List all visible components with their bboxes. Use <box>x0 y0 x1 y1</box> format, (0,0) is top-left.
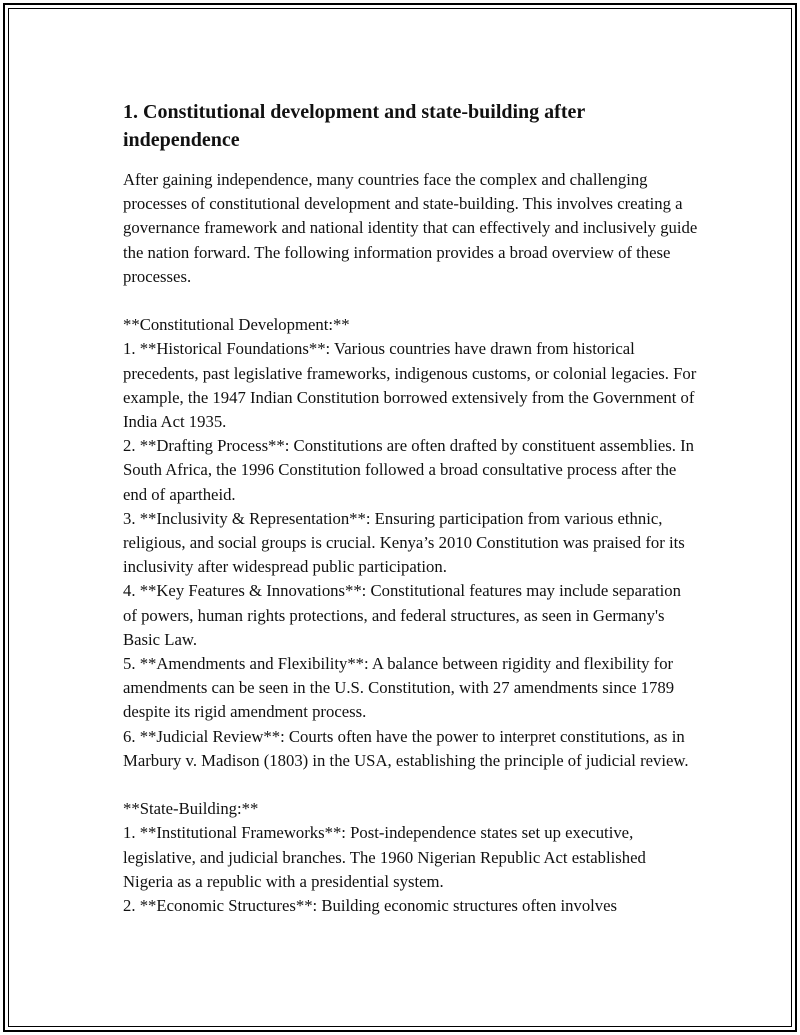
intro-paragraph: After gaining independence, many countries face the complex and challenging processes of constitutional development and state-building. This involves creating a governance framework and national identity that can effectively and inclusively guide the nation forward. The following information provides a broad overview of these processes. <box>123 170 698 286</box>
page-frame <box>3 3 797 1032</box>
list-item: 3. **Inclusivity & Representation**: Ensuring participation from various ethnic, religious, and social groups is crucial. Kenya’s 2010 Constitution was praised for its inclusivity after widespread public participation. <box>123 508 685 577</box>
list-item: 5. **Amendments and Flexibility**: A balance between rigidity and flexibility for amendments can be seen in the U.S. Constitution, with 27 amendments since 1789 despite its rigid amendment process. <box>123 654 675 722</box>
list-item: 2. **Drafting Process**: Constitutions are often drafted by constituent assemblies. In South Africa, the 1996 Constitution followed a broad consultative process after the end of apartheid. <box>123 436 694 504</box>
page-title: 1. Constitutional development and state-building after independence <box>123 101 585 151</box>
list-item: 1. **Institutional Frameworks**: Post-independence states set up executive, legislative, and judicial branches. The 1960 Nigerian Republic Act established Nigeria as a republic with a presidential system. <box>123 823 646 891</box>
list-item: 1. **Historical Foundations**: Various countries have drawn from historical precedents, past legislative frameworks, indigenous customs, or colonial legacies. For example, the 1947 Indian Constitution borrowed extensively from the Government of India Act 1935. <box>123 339 697 432</box>
constitutional-development-heading: **Constitutional Development:** <box>123 315 350 335</box>
state-building-heading: **State-Building:** <box>123 799 259 819</box>
list-item: 2. **Economic Structures**: Building economic structures often involves <box>123 896 618 916</box>
section-spacer <box>123 773 698 797</box>
document-body <box>123 98 698 918</box>
list-item: 4. **Key Features & Innovations**: Constitutional features may include separation of powers, human rights protections, and federal structures, as seen in Germany's Basic Law. <box>123 581 681 649</box>
list-item: 6. **Judicial Review**: Courts often have the power to interpret constitutions, as in Marbury v. Madison (1803) in the USA, establishing the principle of judicial review. <box>123 726 689 770</box>
